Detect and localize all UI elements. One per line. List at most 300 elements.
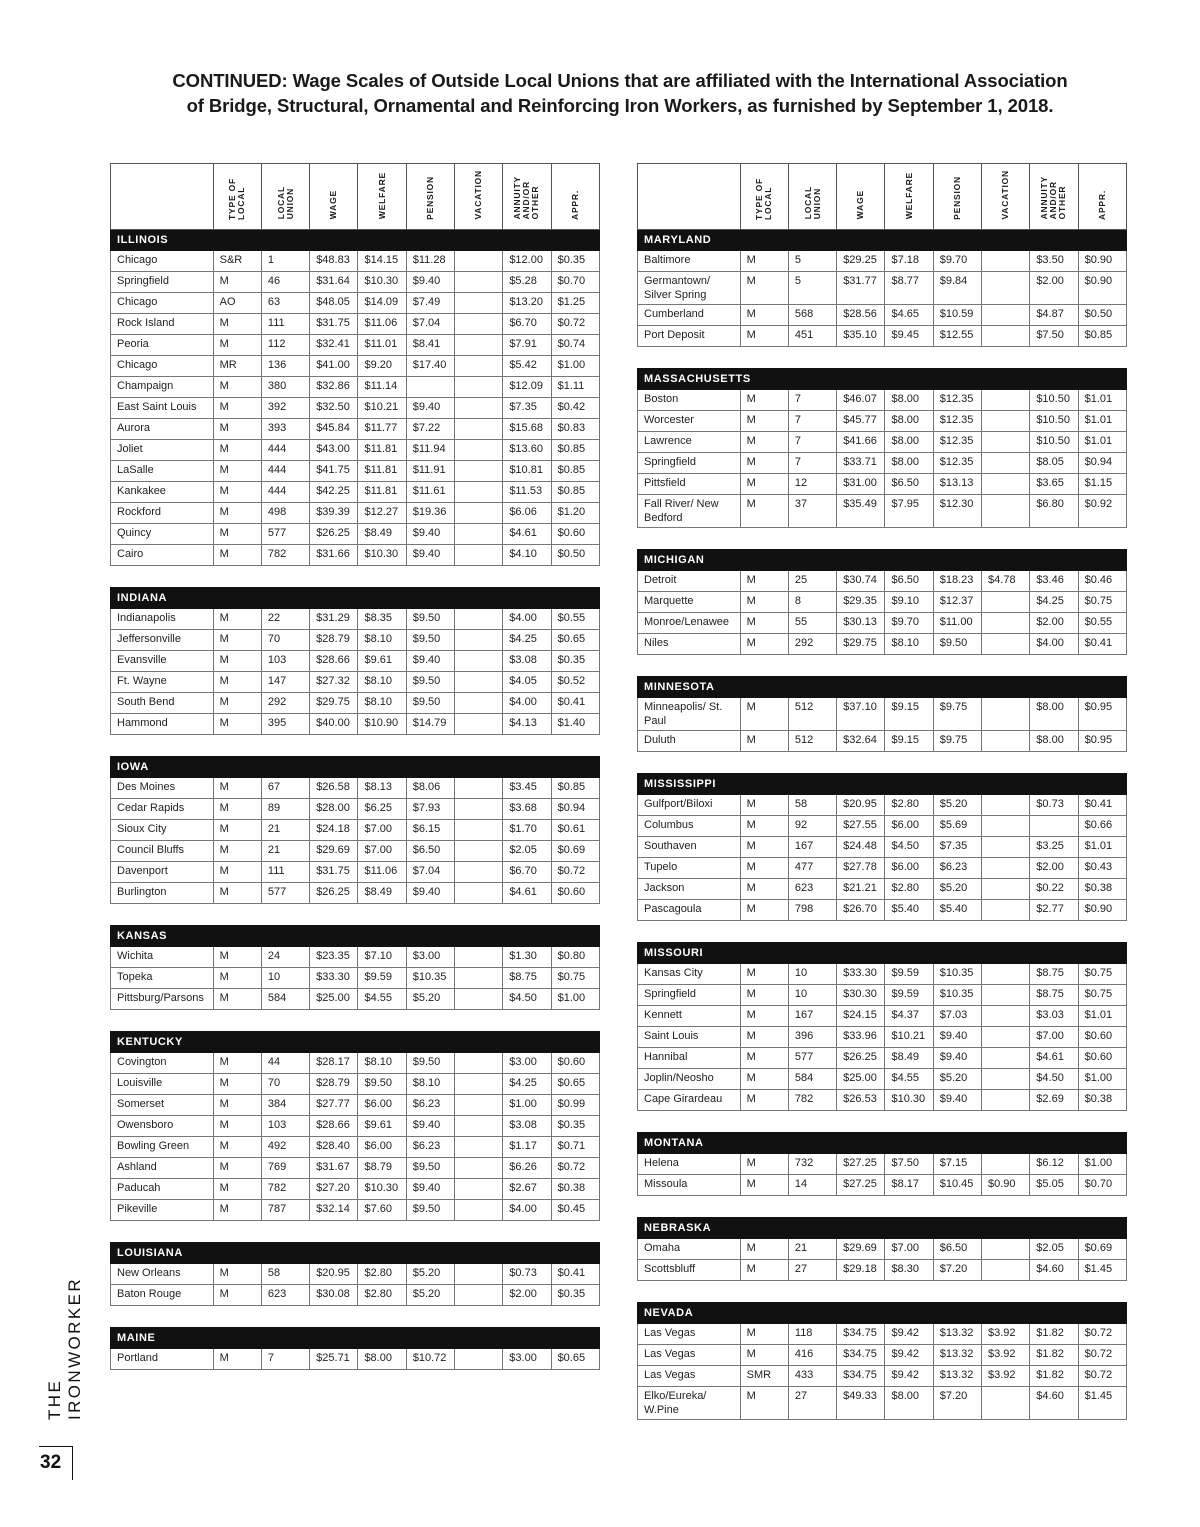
table-cell: $20.95: [837, 794, 885, 815]
table-cell: $9.40: [406, 1178, 454, 1199]
table-cell: 136: [261, 355, 309, 376]
table-cell: $6.50: [885, 473, 933, 494]
table-cell: [982, 1089, 1030, 1110]
table-cell: $1.00: [551, 355, 599, 376]
table-cell: M: [740, 1386, 788, 1419]
header-row: [111, 164, 600, 230]
table-cell: $28.40: [310, 1136, 358, 1157]
table-cell: [455, 608, 503, 629]
table-cell: $1.25: [551, 292, 599, 313]
table-cell: M: [740, 591, 788, 612]
table-cell: $6.25: [358, 798, 406, 819]
wage-table: [637, 1132, 1127, 1196]
table-cell: M: [213, 544, 261, 565]
table-cell: $12.35: [933, 452, 981, 473]
table-cell: $6.15: [406, 819, 454, 840]
table-cell: $8.35: [358, 608, 406, 629]
table-cell: M: [740, 431, 788, 452]
table-cell: $1.45: [1078, 1259, 1126, 1280]
table-cell: $7.50: [885, 1153, 933, 1174]
wage-table: [110, 1242, 600, 1306]
table-cell: $6.23: [406, 1136, 454, 1157]
table-cell: $27.25: [837, 1153, 885, 1174]
table-cell: $2.00: [503, 1284, 551, 1305]
table-cell: $18.23: [933, 570, 981, 591]
table-row: [638, 271, 1127, 304]
table-cell: $8.41: [406, 334, 454, 355]
table-cell: $0.70: [551, 271, 599, 292]
table-cell: [982, 633, 1030, 654]
table-cell: $12.55: [933, 325, 981, 346]
table-cell: 769: [261, 1157, 309, 1178]
table-cell: $31.67: [310, 1157, 358, 1178]
table-cell: $8.10: [358, 629, 406, 650]
table-cell: $2.05: [1030, 1238, 1078, 1259]
table-cell: [455, 1284, 503, 1305]
table-cell: $2.77: [1030, 899, 1078, 920]
column-header: [551, 164, 599, 230]
table-cell: $4.25: [1030, 591, 1078, 612]
table-cell: [982, 304, 1030, 325]
table-cell: Germantown/ Silver Spring: [638, 271, 741, 304]
table-cell: $2.05: [503, 840, 551, 861]
table-cell: Quincy: [111, 523, 214, 544]
table-row: [638, 1323, 1127, 1344]
table-cell: Rockford: [111, 502, 214, 523]
table-cell: 396: [788, 1026, 836, 1047]
table-cell: $6.12: [1030, 1153, 1078, 1174]
table-cell: $11.14: [358, 376, 406, 397]
table-cell: $1.01: [1078, 389, 1126, 410]
table-cell: $0.65: [551, 1348, 599, 1369]
table-cell: $1.00: [1078, 1153, 1126, 1174]
table-cell: $9.42: [885, 1344, 933, 1365]
table-cell: $9.40: [406, 650, 454, 671]
table-cell: $24.15: [837, 1005, 885, 1026]
column-header-label: TYPE OF LOCAL: [227, 177, 247, 220]
table-cell: $5.20: [933, 878, 981, 899]
table-cell: $2.00: [1030, 612, 1078, 633]
table-row: [638, 325, 1127, 346]
column-header-label: VACATION: [1000, 170, 1011, 220]
table-cell: M: [740, 250, 788, 271]
state-section: [637, 676, 1127, 752]
state-name: MICHIGAN: [638, 549, 1127, 570]
table-cell: $11.06: [358, 313, 406, 334]
table-cell: $2.69: [1030, 1089, 1078, 1110]
table-cell: $3.92: [982, 1323, 1030, 1344]
table-cell: $13.60: [503, 439, 551, 460]
table-cell: [455, 376, 503, 397]
table-cell: $6.00: [885, 857, 933, 878]
table-cell: [455, 1136, 503, 1157]
table-row: [111, 1178, 600, 1199]
table-cell: 12: [788, 473, 836, 494]
state-name: MASSACHUSETTS: [638, 368, 1127, 389]
table-cell: $0.90: [1078, 250, 1126, 271]
table-cell: $25.00: [837, 1068, 885, 1089]
table-row: [638, 794, 1127, 815]
table-cell: 798: [788, 899, 836, 920]
table-cell: $29.69: [837, 1238, 885, 1259]
table-row: [111, 1136, 600, 1157]
table-cell: 7: [788, 431, 836, 452]
column-header-label: WAGE: [855, 190, 866, 220]
table-cell: M: [213, 819, 261, 840]
table-cell: 416: [788, 1344, 836, 1365]
table-cell: $8.10: [358, 671, 406, 692]
table-cell: [455, 355, 503, 376]
title-label: CONTINUED:: [172, 70, 288, 91]
table-cell: Pascagoula: [638, 899, 741, 920]
table-cell: $31.75: [310, 861, 358, 882]
table-cell: 477: [788, 857, 836, 878]
table-cell: $0.74: [551, 334, 599, 355]
table-cell: $7.35: [503, 397, 551, 418]
table-cell: $5.40: [885, 899, 933, 920]
table-cell: M: [213, 460, 261, 481]
table-cell: M: [740, 1259, 788, 1280]
table-cell: 70: [261, 629, 309, 650]
table-cell: $8.00: [885, 389, 933, 410]
table-cell: [455, 397, 503, 418]
table-cell: M: [740, 984, 788, 1005]
table-cell: $31.00: [837, 473, 885, 494]
table-cell: $30.08: [310, 1284, 358, 1305]
wage-table: [110, 1031, 600, 1221]
table-cell: [982, 697, 1030, 730]
table-cell: $6.00: [358, 1094, 406, 1115]
table-cell: $3.00: [503, 1052, 551, 1073]
table-cell: 498: [261, 502, 309, 523]
table-cell: Chicago: [111, 292, 214, 313]
table-cell: 393: [261, 418, 309, 439]
table-cell: M: [213, 967, 261, 988]
table-row: [111, 713, 600, 734]
table-row: [111, 988, 600, 1009]
state-header-row: [638, 368, 1127, 389]
table-cell: M: [740, 857, 788, 878]
wage-table: [110, 163, 600, 566]
table-cell: $0.41: [551, 692, 599, 713]
table-cell: 444: [261, 460, 309, 481]
table-cell: $1.01: [1078, 1005, 1126, 1026]
table-cell: $9.50: [406, 671, 454, 692]
table-cell: Aurora: [111, 418, 214, 439]
table-cell: 112: [261, 334, 309, 355]
table-cell: M: [213, 840, 261, 861]
table-cell: $33.71: [837, 452, 885, 473]
table-cell: $12.35: [933, 431, 981, 452]
table-cell: Council Bluffs: [111, 840, 214, 861]
table-cell: 89: [261, 798, 309, 819]
table-cell: $12.30: [933, 494, 981, 527]
table-cell: [1030, 815, 1078, 836]
table-cell: M: [213, 1136, 261, 1157]
table-cell: $10.30: [358, 544, 406, 565]
table-cell: Port Deposit: [638, 325, 741, 346]
table-cell: $0.90: [1078, 899, 1126, 920]
table-row: [638, 1153, 1127, 1174]
table-row: [111, 313, 600, 334]
table-cell: Chicago: [111, 250, 214, 271]
table-cell: Detroit: [638, 570, 741, 591]
state-name: KENTUCKY: [111, 1031, 600, 1052]
table-cell: Niles: [638, 633, 741, 654]
table-row: [638, 410, 1127, 431]
table-cell: $4.50: [885, 836, 933, 857]
table-cell: $8.00: [885, 431, 933, 452]
table-cell: 577: [788, 1047, 836, 1068]
table-cell: M: [740, 1174, 788, 1195]
table-row: [111, 544, 600, 565]
table-cell: $6.50: [885, 570, 933, 591]
table-cell: [455, 250, 503, 271]
table-cell: 392: [261, 397, 309, 418]
table-cell: $7.00: [885, 1238, 933, 1259]
table-cell: M: [213, 1263, 261, 1284]
table-cell: $1.01: [1078, 410, 1126, 431]
table-cell: $0.75: [551, 967, 599, 988]
table-cell: $9.45: [885, 325, 933, 346]
table-cell: $8.05: [1030, 452, 1078, 473]
state-name: LOUISIANA: [111, 1242, 600, 1263]
table-cell: $6.70: [503, 313, 551, 334]
table-cell: $11.01: [358, 334, 406, 355]
header-row: [638, 164, 1127, 230]
table-cell: $8.49: [885, 1047, 933, 1068]
table-cell: $0.35: [551, 1284, 599, 1305]
table-cell: [455, 861, 503, 882]
table-cell: Paducah: [111, 1178, 214, 1199]
table-cell: M: [740, 1089, 788, 1110]
table-row: [638, 452, 1127, 473]
column-header-label: VACATION: [473, 170, 484, 220]
table-cell: $48.83: [310, 250, 358, 271]
table-cell: M: [213, 439, 261, 460]
table-row: [638, 431, 1127, 452]
state-section: [110, 1031, 600, 1221]
table-cell: $13.32: [933, 1344, 981, 1365]
table-cell: $0.41: [1078, 794, 1126, 815]
table-cell: [455, 1199, 503, 1220]
table-cell: M: [740, 325, 788, 346]
state-section: [637, 1217, 1127, 1281]
table-cell: $7.35: [933, 836, 981, 857]
table-cell: $6.06: [503, 502, 551, 523]
table-row: [638, 1344, 1127, 1365]
table-cell: [455, 713, 503, 734]
column-header-label: APPR.: [1096, 189, 1107, 220]
table-cell: $4.05: [503, 671, 551, 692]
table-cell: Scottsbluff: [638, 1259, 741, 1280]
table-cell: M: [740, 1047, 788, 1068]
table-cell: 21: [261, 819, 309, 840]
column-header: [111, 164, 214, 230]
table-cell: $0.69: [1078, 1238, 1126, 1259]
table-cell: Cumberland: [638, 304, 741, 325]
wage-table: [637, 368, 1127, 528]
table-cell: [982, 325, 1030, 346]
table-cell: Topeka: [111, 967, 214, 988]
table-cell: $0.35: [551, 250, 599, 271]
state-section: [637, 163, 1127, 347]
table-cell: $1.40: [551, 713, 599, 734]
page-number: 32: [40, 1452, 62, 1473]
table-cell: $11.77: [358, 418, 406, 439]
table-cell: $10.30: [358, 1178, 406, 1199]
table-cell: M: [213, 1284, 261, 1305]
table-cell: 58: [261, 1263, 309, 1284]
table-cell: $9.10: [885, 591, 933, 612]
table-cell: $8.30: [885, 1259, 933, 1280]
table-cell: [982, 1386, 1030, 1419]
page-title: [110, 68, 1130, 118]
table-cell: [982, 836, 1030, 857]
table-cell: $11.94: [406, 439, 454, 460]
table-cell: 292: [788, 633, 836, 654]
table-cell: [455, 692, 503, 713]
table-row: [638, 612, 1127, 633]
table-row: [111, 967, 600, 988]
table-cell: M: [213, 313, 261, 334]
table-cell: $5.28: [503, 271, 551, 292]
table-cell: $9.75: [933, 697, 981, 730]
table-cell: M: [213, 271, 261, 292]
column-header-label: LOCAL UNION: [802, 186, 822, 220]
table-cell: [982, 1259, 1030, 1280]
table-cell: $1.01: [1078, 836, 1126, 857]
table-cell: 782: [261, 1178, 309, 1199]
state-section: [637, 773, 1127, 921]
table-cell: $12.27: [358, 502, 406, 523]
table-cell: $0.60: [551, 523, 599, 544]
table-cell: $12.00: [503, 250, 551, 271]
table-cell: $3.92: [982, 1344, 1030, 1365]
table-cell: $0.35: [551, 650, 599, 671]
table-cell: $25.00: [310, 988, 358, 1009]
table-cell: M: [740, 899, 788, 920]
table-cell: $4.61: [1030, 1047, 1078, 1068]
table-cell: $9.50: [406, 692, 454, 713]
table-row: [111, 1157, 600, 1178]
table-cell: $10.72: [406, 1348, 454, 1369]
table-cell: $9.15: [885, 730, 933, 751]
column-header-label: ANNUITY AND/OR OTHER: [1039, 176, 1068, 220]
table-row: [111, 1073, 600, 1094]
table-cell: 7: [788, 452, 836, 473]
table-cell: $14.09: [358, 292, 406, 313]
wage-table: [110, 587, 600, 735]
table-cell: $0.60: [551, 882, 599, 903]
state-name: MISSISSIPPI: [638, 773, 1127, 794]
table-cell: $4.78: [982, 570, 1030, 591]
table-cell: $0.46: [1078, 570, 1126, 591]
state-name: INDIANA: [111, 587, 600, 608]
table-cell: $0.99: [551, 1094, 599, 1115]
column-header-label: PENSION: [951, 175, 962, 220]
table-cell: $15.68: [503, 418, 551, 439]
table-cell: [455, 481, 503, 502]
table-cell: $13.32: [933, 1365, 981, 1386]
state-section: [110, 925, 600, 1010]
table-cell: Portland: [111, 1348, 214, 1369]
table-cell: $0.85: [551, 777, 599, 798]
table-cell: $0.72: [1078, 1323, 1126, 1344]
table-cell: Bowling Green: [111, 1136, 214, 1157]
table-cell: $0.45: [551, 1199, 599, 1220]
table-cell: $0.35: [551, 1115, 599, 1136]
column-header: [1030, 164, 1078, 230]
table-cell: $40.00: [310, 713, 358, 734]
table-cell: Evansville: [111, 650, 214, 671]
table-cell: $42.25: [310, 481, 358, 502]
table-cell: $6.00: [885, 815, 933, 836]
table-cell: $5.69: [933, 815, 981, 836]
table-cell: 10: [788, 963, 836, 984]
table-cell: $7.22: [406, 418, 454, 439]
state-header-row: [638, 1132, 1127, 1153]
table-cell: $5.20: [933, 1068, 981, 1089]
table-cell: Pittsfield: [638, 473, 741, 494]
table-cell: Marquette: [638, 591, 741, 612]
table-cell: 512: [788, 697, 836, 730]
table-cell: $9.20: [358, 355, 406, 376]
table-cell: $11.81: [358, 439, 406, 460]
table-cell: $14.79: [406, 713, 454, 734]
table-cell: S&R: [213, 250, 261, 271]
table-cell: $2.00: [1030, 271, 1078, 304]
table-cell: $0.95: [1078, 697, 1126, 730]
table-cell: $7.03: [933, 1005, 981, 1026]
table-cell: M: [213, 418, 261, 439]
table-cell: $32.64: [837, 730, 885, 751]
table-row: [111, 629, 600, 650]
state-header-row: [111, 1242, 600, 1263]
table-cell: $8.10: [358, 1052, 406, 1073]
table-cell: [982, 984, 1030, 1005]
table-cell: 147: [261, 671, 309, 692]
table-row: [111, 1348, 600, 1369]
table-cell: 21: [788, 1238, 836, 1259]
table-cell: [455, 967, 503, 988]
column-header: [740, 164, 788, 230]
table-cell: [982, 878, 1030, 899]
table-cell: Columbus: [638, 815, 741, 836]
table-cell: $0.72: [551, 313, 599, 334]
table-cell: Fall River/ New Bedford: [638, 494, 741, 527]
table-cell: 10: [788, 984, 836, 1005]
table-cell: M: [740, 410, 788, 431]
state-section: [110, 756, 600, 904]
table-cell: $0.70: [1078, 1174, 1126, 1195]
table-cell: [455, 334, 503, 355]
table-cell: $5.42: [503, 355, 551, 376]
table-cell: $4.00: [503, 608, 551, 629]
column-header: [406, 164, 454, 230]
table-cell: $11.91: [406, 460, 454, 481]
table-cell: Omaha: [638, 1238, 741, 1259]
table-row: [638, 1026, 1127, 1047]
column-header: [885, 164, 933, 230]
table-cell: $33.96: [837, 1026, 885, 1047]
table-row: [638, 570, 1127, 591]
table-cell: $1.17: [503, 1136, 551, 1157]
table-cell: $34.75: [837, 1323, 885, 1344]
table-cell: $8.75: [1030, 984, 1078, 1005]
table-cell: Springfield: [638, 984, 741, 1005]
table-row: [111, 1094, 600, 1115]
